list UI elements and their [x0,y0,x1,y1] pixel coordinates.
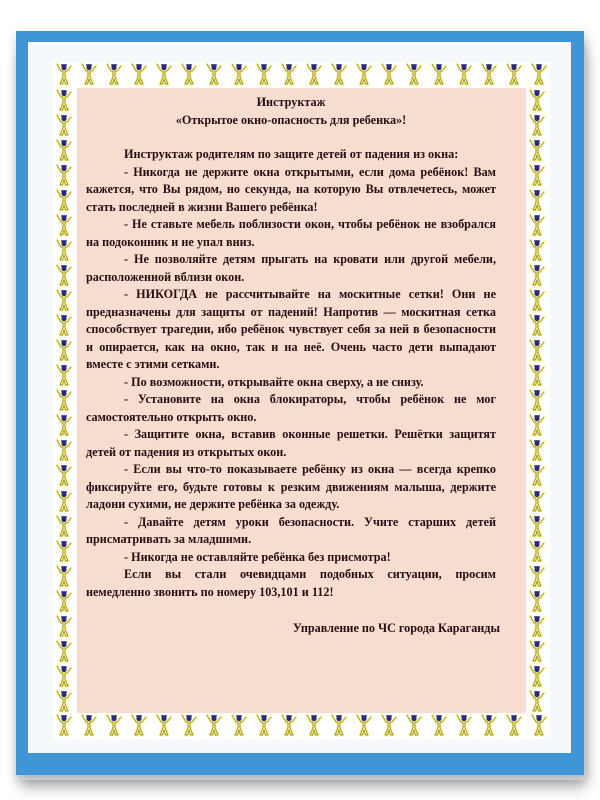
stick-figure-icon [53,288,75,312]
stick-figure-icon [53,689,75,713]
stick-figure-icon [178,62,200,86]
stick-figure-icon [53,88,75,112]
list-item: - Если вы что-то показываете ребёнку из окна — всегда крепко фиксируйте его, будьте готовы к резким движениям малыша, держите ладони сухими, не держите ребёнка за одежду. [86,462,496,511]
decorative-border-top [53,62,550,88]
stick-figure-icon [526,463,548,487]
stick-figure-icon [53,62,75,86]
stick-figure-icon [53,539,75,563]
stick-figure-icon [53,564,75,588]
stick-figure-icon [303,713,325,737]
decorative-border-bottom [53,713,550,739]
signature: Управление по ЧС города Караганды [292,621,500,635]
stick-figure-icon [453,713,475,737]
stick-figure-icon [53,589,75,613]
stick-figure-icon [526,489,548,513]
stick-figure-icon [526,163,548,187]
stick-figure-icon [503,713,525,737]
stick-figure-icon [526,413,548,437]
stick-figure-icon [526,388,548,412]
stick-figure-icon [303,62,325,86]
list-item: - Никогда не оставляйте ребёнка без присмотра! [124,549,391,564]
stick-figure-icon [178,713,200,737]
stick-figure-icon [526,539,548,563]
list-item: - Давайте детям уроки безопасности. Учите старших детей присматривать за младшими. [86,514,496,546]
stick-figure-icon [53,614,75,638]
stick-figure-icon [153,62,175,86]
list-item: - Защитите окна, вставив оконные решетки. Решётки защитят детей от падения из открытых окон. [86,427,496,459]
stick-figure-icon [353,62,375,86]
list-item: - Не ставьте мебель поблизости окон, чтобы ребёнок не взобрался на подоконник и не упал вниз. [86,217,496,249]
stick-figure-icon [53,188,75,212]
stick-figure-icon [53,163,75,187]
stick-figure-icon [53,363,75,387]
stick-figure-icon [378,713,400,737]
list-item: - По возможности, открывайте окна сверху, а не снизу. [124,374,424,389]
stick-figure-icon [478,713,500,737]
stick-figure-icon [53,338,75,362]
stick-figure-icon [526,188,548,212]
stick-figure-icon [128,62,150,86]
stick-figure-icon [278,713,300,737]
instruction-text [86,94,500,638]
stick-figure-icon [526,689,548,713]
list-item: - Установите на окна блокираторы, чтобы ребёнок не мог самостоятельно открыть окно. [86,392,496,424]
stick-figure-icon [53,413,75,437]
stick-figure-icon [503,62,525,86]
stick-figure-icon [328,713,350,737]
stick-figure-icon [526,438,548,462]
stick-figure-icon [278,62,300,86]
stick-figure-icon [153,713,175,737]
list-item: - НИКОГДА не рассчитывайте на москитные сетки! Они не предназначены для защиты от падений! Напротив — москитная сетка способствует трагедии, ибо ребёнок чувствует себя за ней в безопасности и опирается, как на окно, так и на неё. Очень часто дети выпадают вместе с этими сетками. [86,287,496,371]
stick-figure-icon [526,138,548,162]
stick-figure-icon [526,614,548,638]
page-title: Инструктаж [256,95,326,109]
stick-figure-icon [253,62,275,86]
stick-figure-icon [526,113,548,137]
stick-figure-icon [228,62,250,86]
stick-figure-icon [526,564,548,588]
stick-figure-icon [128,713,150,737]
stick-figure-icon [526,363,548,387]
stick-figure-icon [526,639,548,663]
stick-figure-icon [526,313,548,337]
stick-figure-icon [526,288,548,312]
stick-figure-icon [526,263,548,287]
stick-figure-icon [253,713,275,737]
stick-figure-icon [53,238,75,262]
decorative-border-left [53,88,77,713]
stick-figure-icon [526,664,548,688]
stick-figure-icon [53,388,75,412]
stick-figure-icon [53,313,75,337]
stick-figure-icon [53,713,75,737]
stick-figure-icon [528,713,550,737]
page-subtitle: «Открытое окно-опасность для ребенка»! [175,112,407,127]
stick-figure-icon [526,88,548,112]
closing-paragraph: Если вы стали очевидцами подобных ситуации, просим немедленно звонить по номеру 103,101 и 112! [86,567,496,599]
stick-figure-icon [53,263,75,287]
stick-figure-icon [203,62,225,86]
list-item: - Никогда не держите окна открытыми, если дома ребёнок! Вам кажется, что Вы рядом, но секунда, на которую Вы отвлечетесь, может стать последней в жизни Вашего ребёнка! [86,164,496,214]
stick-figure-icon [403,713,425,737]
stick-figure-icon [53,463,75,487]
stick-figure-icon [78,62,100,86]
decorative-border-right [526,88,550,713]
stick-figure-icon [403,62,425,86]
stick-figure-icon [78,713,100,737]
stick-figure-icon [353,713,375,737]
stick-figure-icon [428,713,450,737]
stick-figure-icon [53,138,75,162]
stick-figure-icon [526,514,548,538]
stick-figure-icon [103,62,125,86]
list-item: - Не позволяйте детям прыгать на кровати или другой мебели, расположенной вблизи окон. [86,252,496,284]
stick-figure-icon [378,62,400,86]
stick-figure-icon [526,338,548,362]
stick-figure-icon [53,438,75,462]
stick-figure-icon [478,62,500,86]
stick-figure-icon [526,213,548,237]
stick-figure-icon [53,639,75,663]
stick-figure-icon [203,713,225,737]
stick-figure-icon [328,62,350,86]
stick-figure-icon [53,113,75,137]
stick-figure-icon [528,62,550,86]
stick-figure-icon [53,514,75,538]
stick-figure-icon [103,713,125,737]
stick-figure-icon [453,62,475,86]
stick-figure-icon [53,664,75,688]
intro-paragraph: Инструктаж родителям по защите детей от падения из окна: [124,147,459,161]
stick-figure-icon [228,713,250,737]
stick-figure-icon [526,238,548,262]
stick-figure-icon [53,489,75,513]
stick-figure-icon [53,213,75,237]
stick-figure-icon [526,589,548,613]
stick-figure-icon [428,62,450,86]
